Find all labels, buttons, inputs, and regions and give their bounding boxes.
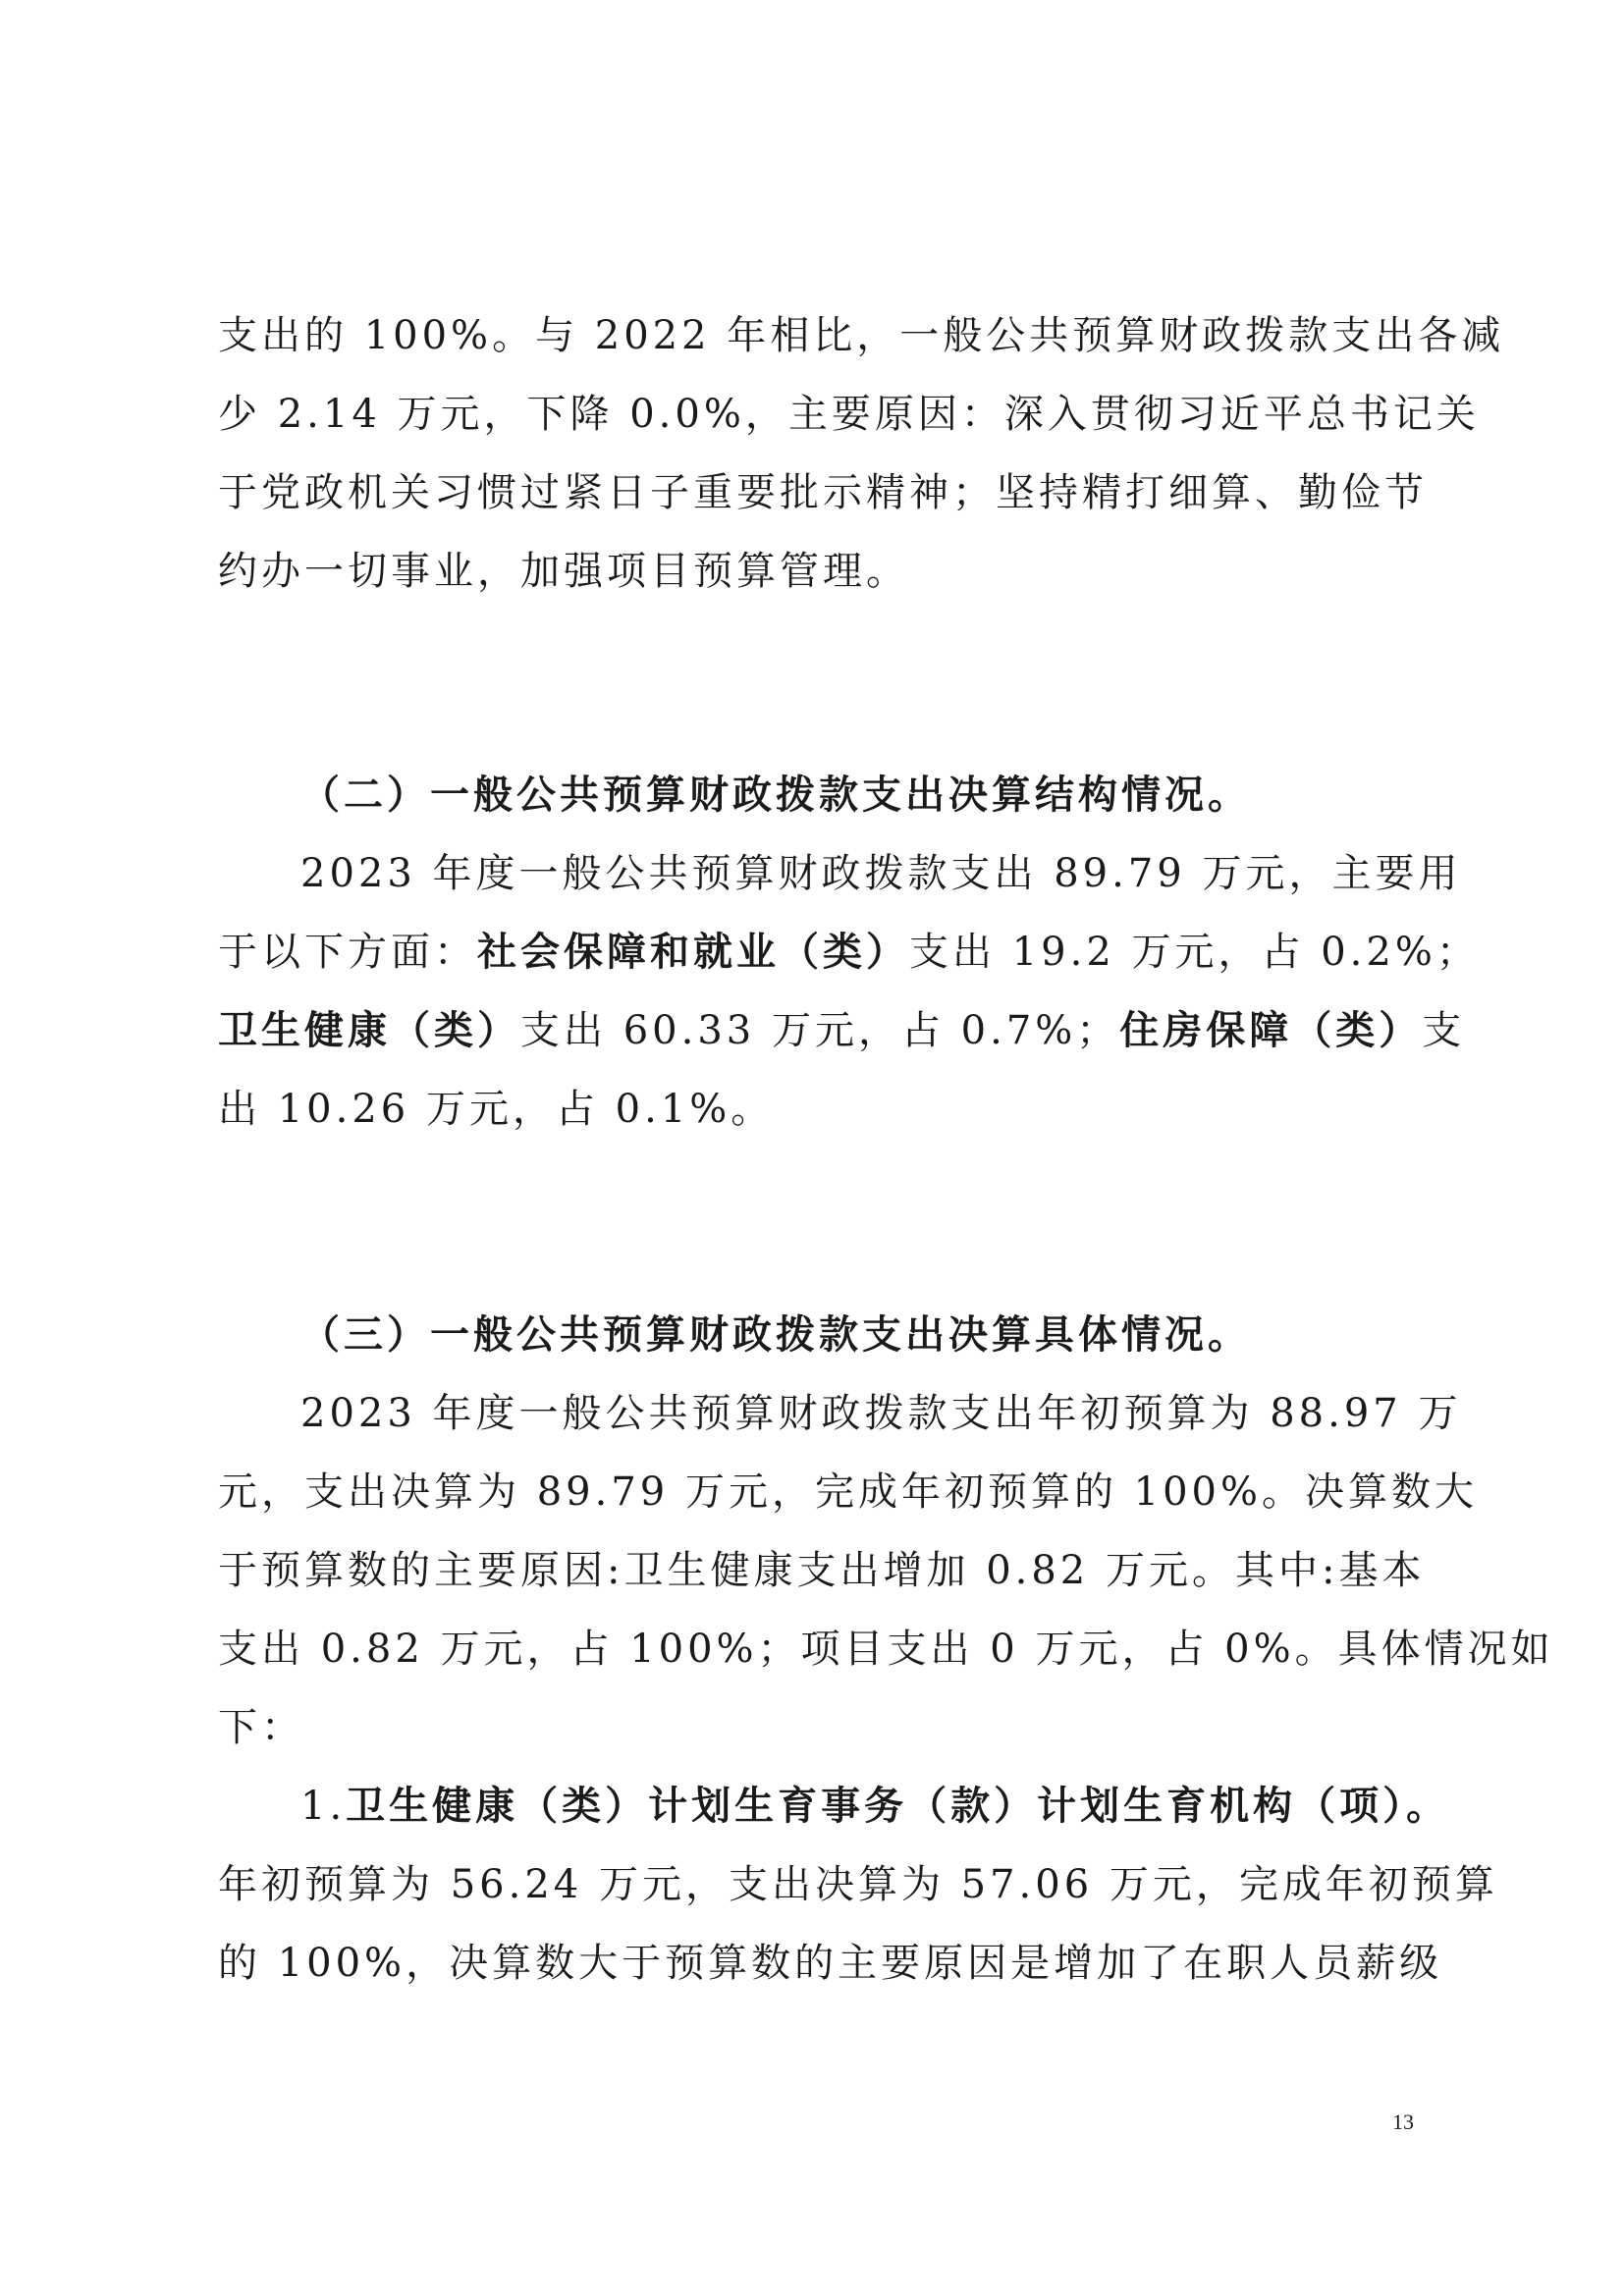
page-number: 13 bbox=[1392, 2109, 1414, 2134]
text-line: 支出的 100%。与 2022 年相比，一般公共预算财政拨款支出各减 bbox=[218, 313, 1505, 358]
text-line: 年初预算为 56.24 万元，支出决算为 57.06 万元，完成年初预算 bbox=[218, 1862, 1498, 1907]
item-number: 1. bbox=[300, 1784, 347, 1829]
text-line: 元，支出决算为 89.79 万元，完成年初预算的 100%。决算数大 bbox=[218, 1469, 1479, 1515]
text-segment: 支出 60.33 万元，占 0.7%； bbox=[520, 1008, 1120, 1053]
text-line: 2023 年度一般公共预算财政拨款支出 89.79 万元，主要用 bbox=[300, 851, 1462, 896]
text-line: 支出 0.82 万元，占 100%；项目支出 0 万元，占 0%。具体情况如 bbox=[218, 1627, 1554, 1672]
category-name: 住房保障（类） bbox=[1119, 1007, 1423, 1053]
text-line: 少 2.14 万元，下降 0.0%，主要原因：深入贯彻习近平总书记关 bbox=[218, 392, 1480, 437]
text-segment: 支 bbox=[1422, 1008, 1466, 1053]
text-line: 的 100%，决算数大于预算数的主要原因是增加了在职人员薪级 bbox=[218, 1941, 1443, 1986]
text-line: 下： bbox=[218, 1705, 304, 1750]
item-title: 卫生健康（类）计划生育事务（款）计划生育机构（项）。 bbox=[346, 1783, 1450, 1829]
category-name: 社会保障和就业（类） bbox=[477, 929, 909, 975]
text-line bbox=[300, 1781, 1450, 1832]
category-name: 卫生健康（类） bbox=[218, 1007, 520, 1053]
text-line: 2023 年度一般公共预算财政拨款支出年初预算为 88.97 万 bbox=[300, 1391, 1462, 1436]
text-line: 约办一切事业，加强项目预算管理。 bbox=[218, 549, 909, 594]
text-line: 出 10.26 万元，占 0.1%。 bbox=[218, 1087, 775, 1132]
text-line: 于预算数的主要原因:卫生健康支出增加 0.82 万元。其中:基本 bbox=[218, 1548, 1426, 1593]
text-segment: 支出 19.2 万元，占 0.2%； bbox=[909, 930, 1480, 975]
text-line bbox=[218, 1005, 1466, 1056]
text-line bbox=[218, 927, 1480, 978]
section-heading-2: （二）一般公共预算财政拨款支出决算结构情况。 bbox=[300, 772, 1251, 818]
text-line: 于党政机关习惯过紧日子重要批示精神；坚持精打细算、勤俭节 bbox=[218, 470, 1428, 515]
text-segment: 于以下方面： bbox=[218, 930, 477, 975]
section-heading-3: （三）一般公共预算财政拨款支出决算具体情况。 bbox=[300, 1311, 1251, 1358]
